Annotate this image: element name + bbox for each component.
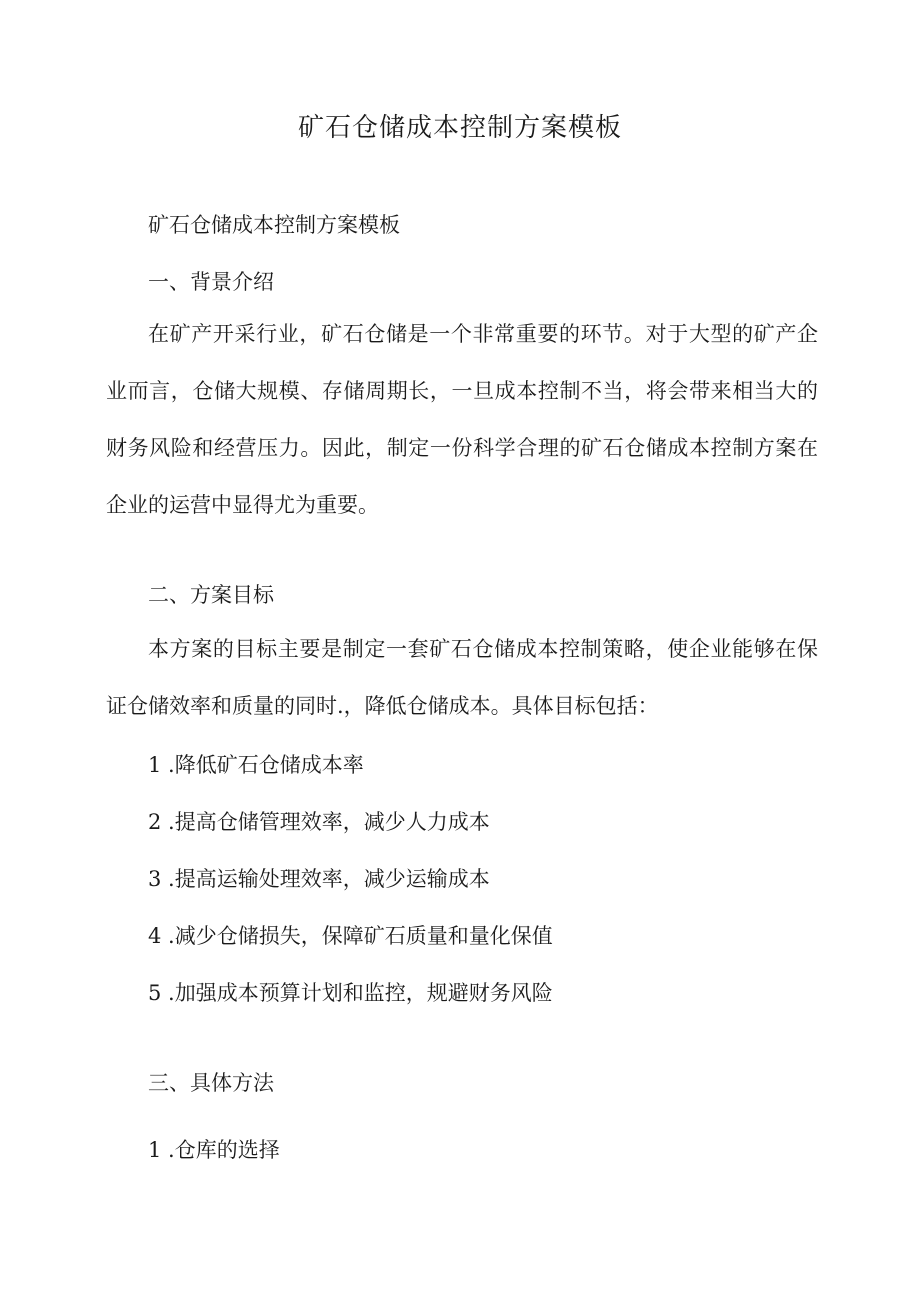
goals-paragraph: 本方案的目标主要是制定一套矿石仓储成本控制策略，使企业能够在保证仓储效率和质量的同时.，降低仓储成本。具体目标包括：: [106, 637, 818, 718]
goal-item: 1 .降低矿石仓储成本率: [148, 753, 364, 777]
document-subtitle: 矿石仓储成本控制方案模板: [148, 213, 400, 237]
goal-item: 2 .提高仓储管理效率，减少人力成本: [148, 810, 490, 834]
goal-item: 4 .减少仓储损失，保障矿石质量和量化保值: [148, 924, 553, 948]
goal-item: 3 .提高运输处理效率，减少运输成本: [148, 867, 490, 891]
document-title: 矿石仓储成本控制方案模板: [297, 113, 622, 143]
goal-item: 5 .加强成本预算计划和监控，规避财务风险: [148, 981, 553, 1005]
section-heading-goals: 二、方案目标: [148, 583, 274, 607]
method-item: 1 .仓库的选择: [148, 1138, 280, 1162]
background-paragraph: 在矿产开采行业，矿石仓储是一个非常重要的环节。对于大型的矿产企业而言，仓储大规模、存储周期长，一旦成本控制不当，将会带来相当大的财务风险和经营压力。因此，制定一份科学合理的矿石仓储成本控制方案在企业的运营中显得尤为重要。: [106, 322, 818, 517]
section-heading-background: 一、背景介绍: [148, 270, 274, 294]
section-heading-methods: 三、具体方法: [148, 1071, 274, 1095]
